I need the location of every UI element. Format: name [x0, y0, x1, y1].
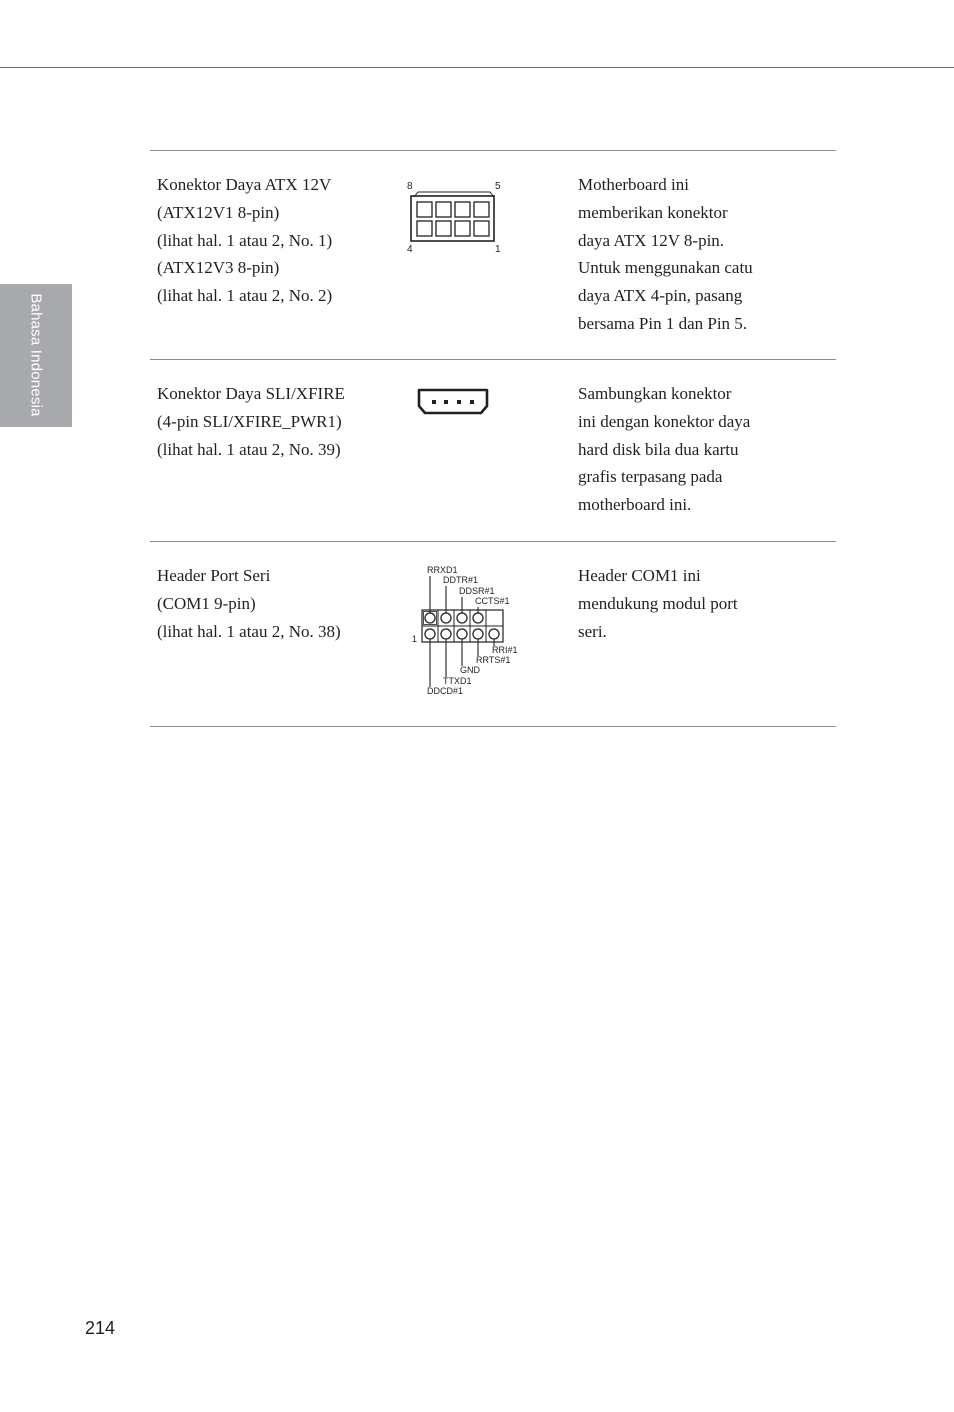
language-side-tab	[0, 284, 72, 427]
pin-socket	[455, 221, 470, 236]
text-line: hard disk bila dua kartu	[578, 439, 739, 459]
text-line: Header Port Seri	[157, 566, 271, 585]
sli-xfire-description	[578, 380, 818, 519]
pin-socket	[474, 202, 489, 217]
pin-label-4: 4	[407, 244, 413, 255]
pin-1-label: 1	[412, 634, 418, 644]
text-line: (lihat hal. 1 atau 2, No. 1)	[157, 230, 333, 250]
text-line: Untuk menggunakan catu	[578, 258, 753, 278]
text-line: motherboard ini.	[578, 495, 692, 515]
pin	[473, 613, 483, 623]
text-line: (ATX12V1 8-pin)	[157, 202, 280, 222]
pin-socket	[436, 202, 451, 217]
text-line: memberikan konektor	[578, 202, 728, 222]
pin	[425, 629, 435, 639]
pin-label-ccts1: CCTS#1	[475, 596, 510, 606]
pin	[457, 613, 467, 623]
com1-header-name	[157, 562, 397, 645]
text-line: daya ATX 12V 8-pin.	[578, 230, 725, 250]
sli-xfire-4pin-connector-diagram	[414, 386, 492, 420]
text-line: grafis terpasang pada	[578, 467, 723, 487]
pin-label-1: 1	[495, 244, 501, 255]
pin-label-ddtr1: DDTR#1	[443, 575, 479, 585]
text-line: (4-pin SLI/XFIRE_PWR1)	[157, 411, 342, 431]
pin-label-ddsr1: DDSR#1	[459, 586, 495, 596]
pin-socket	[436, 221, 451, 236]
text-line: seri.	[578, 621, 607, 641]
text-line: Sambungkan konektor	[578, 384, 732, 403]
text-line: Motherboard ini	[578, 175, 689, 194]
text-line: mendukung modul port	[578, 593, 738, 613]
table-rule-2	[150, 541, 836, 542]
pin-label-rrxd1: RRXD1	[427, 565, 458, 575]
table-rule-bottom	[150, 726, 836, 727]
side-tab-label: Bahasa Indonesia	[27, 293, 45, 417]
pin	[470, 400, 474, 404]
header-rule	[0, 67, 954, 68]
table-rule-1	[150, 359, 836, 360]
pin-label-rrts1: RRTS#1	[476, 655, 511, 665]
text-line: (lihat hal. 1 atau 2, No. 39)	[157, 439, 341, 459]
text-line: bersama Pin 1 dan Pin 5.	[578, 313, 748, 333]
pin-socket	[417, 221, 432, 236]
page-number: 214	[85, 1318, 116, 1338]
text-line: Konektor Daya ATX 12V	[157, 175, 332, 194]
com1-9pin-header-diagram	[408, 562, 528, 702]
pin	[473, 629, 483, 639]
pin-label-5: 5	[495, 181, 501, 192]
connector-housing	[411, 196, 494, 241]
atx12v-connector-name	[157, 171, 397, 310]
text-line: (lihat hal. 1 atau 2, No. 38)	[157, 621, 341, 641]
text-line: Konektor Daya SLI/XFIRE	[157, 384, 345, 403]
pin-label-ttxd1: TTXD1	[443, 676, 472, 686]
pin-label-ddcd1: DDCD#1	[427, 686, 464, 696]
pin	[432, 400, 436, 404]
sli-xfire-connector-name	[157, 380, 397, 463]
atx12v-description	[578, 171, 818, 338]
atx12v-8pin-connector-diagram	[400, 176, 510, 256]
pin	[457, 400, 461, 404]
text-line: daya ATX 4-pin, pasang	[578, 286, 743, 306]
pin-socket	[417, 202, 432, 217]
pin	[441, 613, 451, 623]
pin-label-gnd: GND	[460, 665, 480, 675]
pin-socket	[455, 202, 470, 217]
pin	[425, 613, 435, 623]
pin-label-8: 8	[407, 181, 413, 192]
pin-socket	[474, 221, 489, 236]
table-rule-top	[150, 150, 836, 151]
text-line: Header COM1 ini	[578, 566, 701, 585]
pin	[489, 629, 499, 639]
pin-label-rri1: RRI#1	[492, 645, 518, 655]
pin	[444, 400, 448, 404]
text-line: (lihat hal. 1 atau 2, No. 2)	[157, 286, 333, 306]
pin	[457, 629, 467, 639]
text-line: (ATX12V3 8-pin)	[157, 258, 280, 278]
connector-housing	[419, 390, 487, 413]
text-line: ini dengan konektor daya	[578, 411, 751, 431]
com1-description	[578, 562, 818, 645]
pin	[441, 629, 451, 639]
text-line: (COM1 9-pin)	[157, 593, 256, 613]
